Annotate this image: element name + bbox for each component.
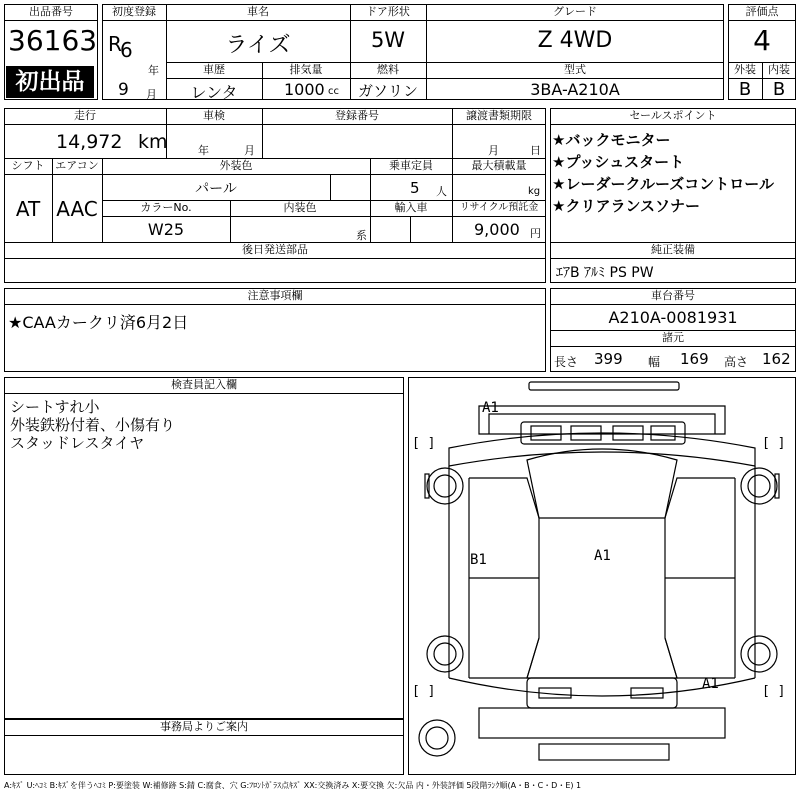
interior-label: 内装 (768, 63, 790, 76)
length-label: 長さ (554, 355, 579, 369)
inspector-label: 検査員記入欄 (171, 378, 237, 391)
grade: Z 4WD (537, 28, 613, 53)
exterior-grade: B (738, 79, 752, 100)
first-listing-badge: 初出品 (6, 66, 94, 98)
aircon: AAC (56, 197, 98, 221)
color-label: 外装色 (219, 159, 253, 172)
interior-color-unit: 系 (356, 229, 367, 242)
diagram-bracket: [ ] (762, 436, 786, 451)
load-unit: kg (528, 186, 541, 197)
spec-label: 諸元 (662, 331, 684, 344)
month-unit: 月 (146, 88, 157, 101)
sales-point-item: ★クリアランスソナー (552, 197, 700, 215)
color-no-label: カラーNo. (140, 201, 192, 214)
car-name-label: 車名 (247, 5, 269, 18)
inspector-line: スタッドレスタイヤ (10, 434, 145, 452)
sales-point-item: ★レーダークルーズコントロール (552, 175, 774, 193)
chassis-number: A210A-0081931 (608, 308, 738, 327)
year-unit: 年 (148, 64, 159, 77)
diagram-bracket: [ ] (762, 684, 786, 699)
seats-unit: 人 (436, 185, 447, 198)
car-outline-svg (409, 378, 795, 774)
score: 4 (753, 24, 771, 57)
door-type: 5W (370, 28, 406, 52)
damage-mark: A1 (594, 548, 611, 564)
fuel: ガソリン (357, 82, 418, 100)
recycle-label: リサイクル預託金 (459, 202, 539, 213)
body-color: パール (195, 181, 237, 197)
shift-label: シフト (11, 159, 45, 172)
grade-label: グレード (553, 5, 597, 18)
ac-label: エアコン (55, 159, 99, 172)
inspection-month-unit: 月 (244, 144, 255, 157)
length: 399 (594, 350, 623, 368)
sales-points-label: セールスポイント (629, 109, 717, 122)
history: レンタ (190, 83, 238, 102)
recycle-unit: 円 (530, 227, 541, 240)
damage-mark: B1 (470, 552, 487, 568)
lot-number: 36163 (8, 24, 98, 57)
import-label: 輸入車 (394, 201, 428, 214)
first-reg-label: 初度登録 (112, 5, 156, 18)
seats: 5 (410, 179, 420, 197)
seats-label: 乗車定員 (389, 159, 433, 172)
sales-point-item: ★バックモニター (552, 131, 671, 149)
sales-point-item: ★プッシュスタート (552, 153, 685, 171)
mileage: 14,972 (56, 131, 123, 153)
interior-grade: B (772, 79, 786, 100)
width: 169 (680, 350, 709, 368)
transfer-label: 譲渡書類期限 (466, 109, 532, 122)
model-label: 型式 (564, 63, 586, 76)
notes-label: 注意事項欄 (247, 289, 303, 302)
width-label: 幅 (648, 355, 661, 369)
displacement-label: 排気量 (289, 63, 323, 76)
mileage-label: 走行 (74, 109, 96, 122)
fuel-label: 燃料 (377, 63, 399, 76)
mileage-unit: km (138, 131, 168, 153)
notes-text: ★CAAカークリ済6月2日 (8, 313, 189, 332)
displacement: 1000 (284, 80, 325, 99)
lot-label: 出品番号 (29, 5, 73, 18)
displacement-unit: cc (328, 86, 339, 97)
inspection-year-unit: 年 (198, 144, 209, 157)
car-diagram (408, 377, 796, 775)
color-no: W25 (147, 220, 185, 239)
inspection-label: 車検 (203, 109, 225, 122)
model-code: 3BA-A210A (530, 80, 620, 99)
damage-mark: A1 (702, 676, 719, 692)
legend: A:ｷｽﾞ U:ﾍｺﾐ B:ｷｽﾞを伴うﾍｺﾐ P:要塗装 W:補修跡 S:錆 C:腐食、穴 G:ﾌﾛﾝﾄｶﾞﾗｽ点ｷｽﾞ XX:交換済み X:要交換 欠:欠品 内・外装評価 5段階ﾗﾝｸ順(A・B・C・D・E) 1 (4, 781, 582, 790)
plate-label: 登録番号 (335, 109, 379, 122)
reg-month: 9 (118, 80, 129, 100)
equipment: ｴｱB ｱﾙﾐ PS PW (556, 265, 654, 281)
door-label: ドア形状 (366, 5, 410, 18)
equipment-label: 純正装備 (651, 243, 695, 256)
damage-mark: A1 (482, 400, 499, 416)
transfer-day-unit: 日 (530, 144, 541, 157)
shift: AT (15, 197, 41, 221)
height-label: 高さ (724, 355, 749, 369)
exterior-label: 外装 (734, 63, 756, 76)
diagram-bracket: [ ] (412, 436, 436, 451)
chassis-label: 車台番号 (651, 289, 695, 302)
diagram-bracket: [ ] (412, 684, 436, 699)
history-label: 車歴 (203, 63, 225, 76)
later-parts-label: 後日発送部品 (242, 243, 308, 256)
height: 162 (762, 350, 791, 368)
load-label: 最大積載量 (471, 159, 527, 172)
office-label: 事務局よりご案内 (160, 720, 248, 733)
reg-year: 6 (120, 38, 133, 62)
transfer-month-unit: 月 (488, 144, 499, 157)
recycle-fee: 9,000 (474, 220, 520, 239)
era: R (108, 32, 122, 56)
inspector-line: 外装鉄粉付着、小傷有り (10, 416, 176, 434)
score-label: 評価点 (745, 5, 779, 18)
inspector-line: シートすれ小 (10, 398, 100, 416)
car-name: ライズ (225, 33, 291, 58)
interior-color-label: 内装色 (283, 201, 317, 214)
